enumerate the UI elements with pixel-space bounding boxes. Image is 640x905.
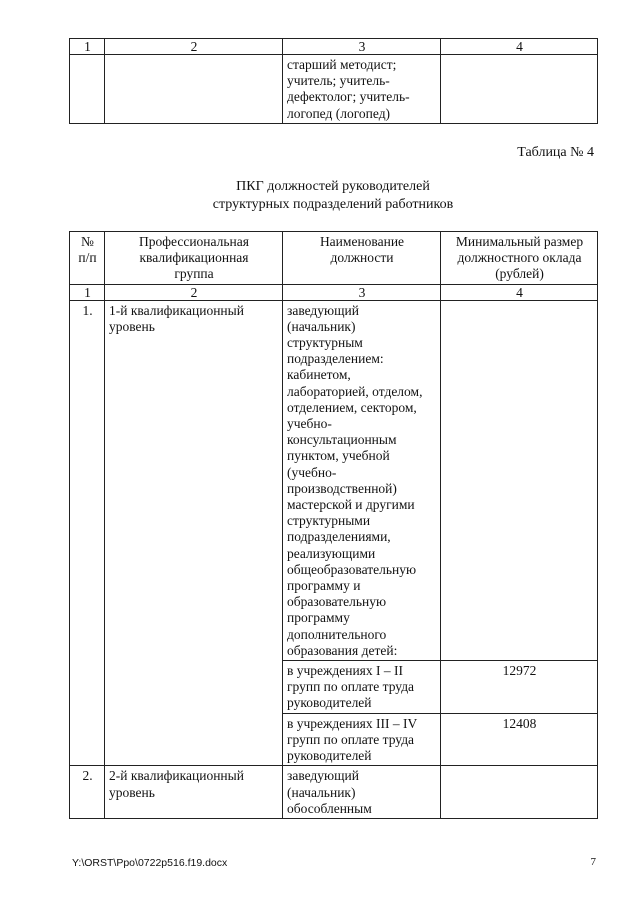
text-line: подразделением: [287,351,384,367]
header-row [70,232,598,285]
text-line: подразделениями, [287,529,391,545]
cell-position [283,766,441,819]
continued-table [69,38,598,124]
col-num-3: 3 [283,284,441,300]
col-num-2: 2 [105,284,283,300]
text-line: руководителей [287,748,372,764]
text-line: 2-й квалификационный [109,768,244,784]
text-line: групп по оплате труда [287,679,415,695]
text-line: структурными [287,513,371,529]
text-line: кабинетом, [287,367,351,383]
text-line: лабораторией, отделом, [287,383,423,399]
text-line: образовательную [287,594,387,610]
text-line: программу и [287,578,361,594]
text-line: образования детей: [287,642,398,658]
col-num-2: 2 [105,39,283,55]
cell-salary [441,55,598,124]
cell-position [283,713,441,766]
col-num-3: 3 [283,39,441,55]
table-body [70,300,598,818]
text-line: программу [287,610,350,626]
text-line: мастерской и другими [287,497,415,513]
text-line: логопед (логопед) [287,105,391,121]
text-line: групп по оплате труда [287,731,415,747]
text-line: учитель; учитель- [287,73,390,89]
text-line: старший методист; [287,57,397,72]
text-line: заведующий [287,302,359,318]
cell-num: 2. [70,766,105,819]
text-line: заведующий [287,768,359,784]
caption-line-1: ПКГ должностей руководителей [236,179,430,194]
text-line: (начальник) [287,318,356,334]
text-line: общеобразовательную [287,561,417,577]
text-line: (начальник) [287,784,356,800]
column-number-row [70,39,598,55]
col-num-4: 4 [441,39,598,55]
text-line: в учреждениях I – II [287,663,403,679]
cell-position [283,55,441,124]
text-line: (учебно- [287,464,337,480]
header-group: Профессиональная квалификационная группа [105,232,283,285]
text-line: консультационным [287,432,397,448]
page-number: 7 [590,856,596,868]
text-line: руководителей [287,695,372,711]
column-number-row [70,284,598,300]
text-line: дефектолог; учитель- [287,89,410,105]
text-line: уровень [109,784,155,800]
table-row [70,766,598,819]
text-line: пунктом, учебной [287,448,390,464]
text-line: уровень [109,318,155,334]
text-line: дополнительного [287,626,387,642]
table-number: Таблица № 4 [517,145,594,160]
header-num: № п/п [70,232,105,285]
file-path: Y:\ORST\Ppo\0722p516.f19.docx [72,857,228,869]
cell-salary: 12972 [441,661,598,714]
text-line: 1-й квалификационный [109,302,244,318]
pkg-table [69,231,598,819]
header-salary: Минимальный размер должностного оклада (рублей) [441,232,598,285]
cell-salary [441,766,598,819]
text-line: учебно- [287,416,332,432]
col-num-4: 4 [441,284,598,300]
cell-num: 1. [70,300,105,766]
cell-salary: 12408 [441,713,598,766]
cell-position [283,661,441,714]
cell-group [105,766,283,819]
header-position: Наименование должности [283,232,441,285]
text-line: отделением, сектором, [287,399,417,415]
col-num-1: 1 [70,284,105,300]
text-line: структурным [287,335,363,351]
text-line: реализующими [287,545,376,561]
cell-num [70,55,105,124]
cell-group [105,55,283,124]
cell-salary [441,300,598,660]
cell-group [105,300,283,766]
caption-line-2: структурных подразделений работников [212,197,454,212]
table-caption [69,178,597,214]
text-line: в учреждениях III – IV [287,715,418,731]
table-row [70,55,598,124]
table-row [70,300,598,660]
cell-position [283,300,441,660]
col-num-1: 1 [70,39,105,55]
text-line: производственной) [287,480,397,496]
text-line: обособленным [287,800,372,816]
